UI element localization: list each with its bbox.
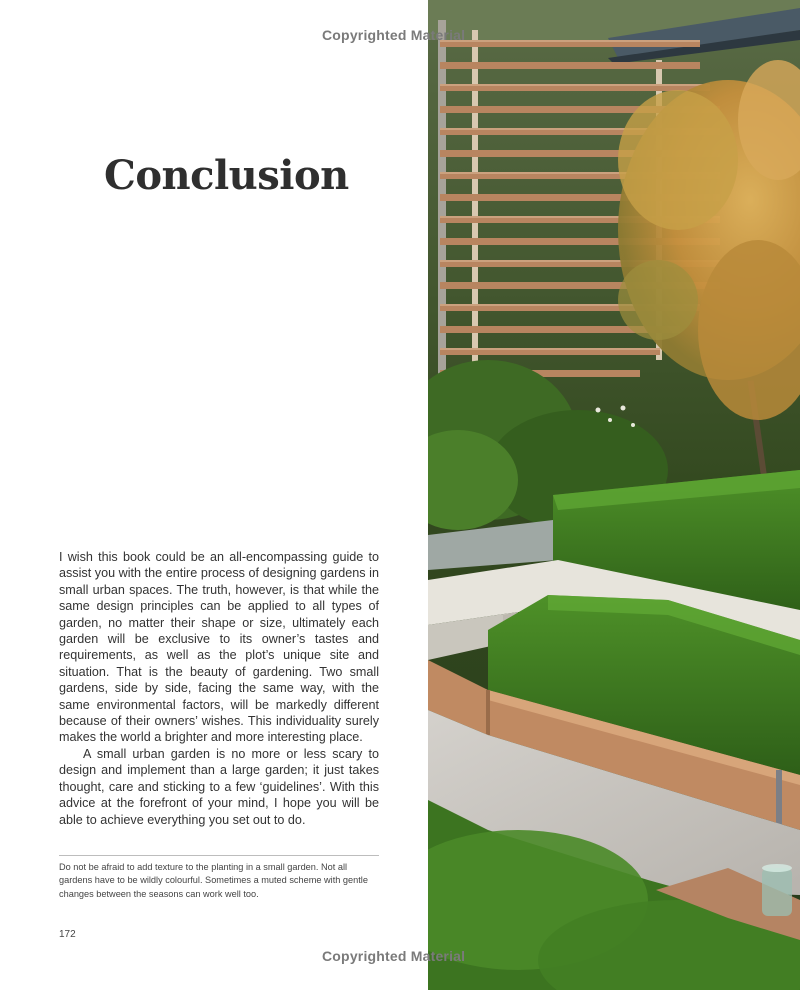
body-text bbox=[59, 549, 379, 828]
body-paragraph-2: A small urban garden is no more or less scary to design and implement than a large garden; it just takes thought, care and sticking to a few ‘guidelines’. With this advice at the forefront of your mind, I hope you will be able to achieve everything you set out to do. bbox=[59, 746, 379, 827]
photo-caption: Do not be afraid to add texture to the planting in a small garden. Not all gardens have to be wildly colourful. Sometimes a muted scheme with gentle changes between the seasons can work well too. bbox=[59, 862, 368, 899]
glass bbox=[762, 864, 792, 916]
caption-divider bbox=[59, 855, 379, 856]
page-number: 172 bbox=[59, 929, 76, 940]
garden-photo bbox=[428, 0, 800, 990]
chapter-title: Conclusion bbox=[104, 152, 349, 199]
watermark-top: Copyrighted Material bbox=[322, 27, 466, 43]
watermark-bottom: Copyrighted Material bbox=[322, 948, 466, 964]
garden-photo-illustration bbox=[428, 0, 800, 990]
body-paragraph-1: I wish this book could be an all-encompassing guide to assist you with the entire process of designing gardens in small urban spaces. The truth, however, is that while the same design principles can be applied to all types of garden, no matter their shape or size, ultimately each garden will be exclusive to its owner’s tastes and requirements, as well as the plot’s unique site and situation. That is the beauty of gardening. Two small gardens, side by side, facing the same way, with the same environmental factors, will be markedly different because of their owners’ wishes. This individuality surely makes the world a brighter and more interesting place. bbox=[59, 550, 379, 745]
